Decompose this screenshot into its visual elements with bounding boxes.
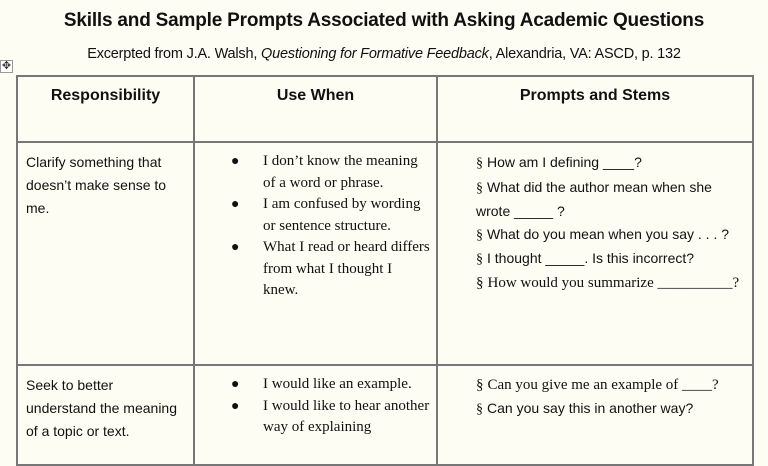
bullet-icon: ● [231, 398, 240, 414]
table-row [17, 365, 753, 465]
list-item [195, 396, 436, 439]
use-when-list [195, 143, 436, 302]
prompt-item [476, 272, 742, 295]
list-item-text: I would like an example. [263, 376, 412, 392]
prompt-blank: __________ [657, 274, 733, 291]
prompt-text: How am I defining [487, 154, 603, 170]
prompt-blank: _____ [514, 203, 554, 219]
subtitle-suffix: , Alexandria, VA: ASCD, p. 132 [488, 46, 681, 62]
prompt-text-end: . Is this incorrect? [584, 250, 695, 266]
list-item-text: I am confused by wording or sentence structure. [263, 196, 421, 234]
prompt-text: What do you mean when you say . . . ? [487, 225, 730, 242]
prompt-item [476, 151, 742, 176]
list-item-text: I would like to hear another way of explaining [263, 397, 430, 435]
list-item-text: I don’t know the meaning of a word or phrase. [263, 153, 418, 191]
table-move-handle-icon[interactable]: ✥ [1, 60, 12, 72]
prompt-text-end: ? [634, 154, 642, 170]
prompt-item [476, 374, 742, 397]
prompt-text: What did the author mean when she wrote [476, 178, 712, 219]
header-use-when: Use When [194, 76, 437, 142]
prompt-blank: ____ [682, 377, 713, 393]
list-item-text: What I read or heard differs from what I thought I knew. [263, 239, 430, 298]
section-sign-icon: § [476, 227, 483, 243]
list-item [195, 237, 436, 302]
responsibility-cell: Seek to better understand the meaning of a topic or text. [17, 365, 194, 465]
table-header-row [17, 76, 753, 142]
prompt-text: Can you give me an example of [487, 377, 683, 393]
header-responsibility: Responsibility [17, 76, 194, 142]
prompt-text: I thought [487, 250, 546, 266]
list-item [195, 374, 436, 396]
use-when-cell [194, 365, 437, 465]
prompt-text-end: ? [553, 203, 565, 219]
prompt-blank: ____ [602, 154, 635, 170]
bullet-icon: ● [231, 197, 240, 212]
document-title: Skills and Sample Prompts Associated with Asking Academic Questions [63, 10, 705, 31]
prompt-text-end: ? [712, 377, 719, 393]
section-sign-icon: § [476, 401, 483, 417]
use-when-cell [194, 142, 437, 365]
prompt-item [476, 397, 742, 422]
bullet-icon: ● [231, 240, 240, 255]
prompts-cell [437, 365, 753, 465]
bullet-icon: ● [231, 377, 240, 392]
prompt-blank: _____ [545, 250, 585, 266]
section-sign-icon: § [476, 377, 484, 393]
section-sign-icon: § [476, 274, 484, 291]
skills-table [16, 75, 754, 466]
prompt-item [476, 247, 742, 272]
list-item [195, 151, 436, 194]
section-sign-icon: § [476, 180, 483, 196]
prompt-item [476, 176, 742, 223]
prompt-text-end: ? [732, 274, 740, 291]
document-subtitle [0, 46, 768, 62]
table-row [17, 142, 753, 365]
use-when-list [195, 366, 436, 439]
header-prompts-and-stems: Prompts and Stems [437, 76, 753, 142]
prompts-cell [437, 142, 753, 365]
prompt-text: How would you summarize [487, 274, 658, 291]
responsibility-cell: Clarify something that doesn’t make sense to me. [17, 142, 194, 365]
bullet-icon: ● [231, 154, 240, 169]
subtitle-prefix: Excerpted from J.A. Walsh, [87, 46, 261, 62]
section-sign-icon: § [476, 156, 483, 171]
list-item [195, 194, 436, 237]
prompt-text: Can you say this in another way? [487, 399, 694, 416]
section-sign-icon: § [476, 252, 483, 267]
prompt-item [476, 223, 742, 248]
book-title: Questioning for Formative Feedback [261, 46, 489, 62]
